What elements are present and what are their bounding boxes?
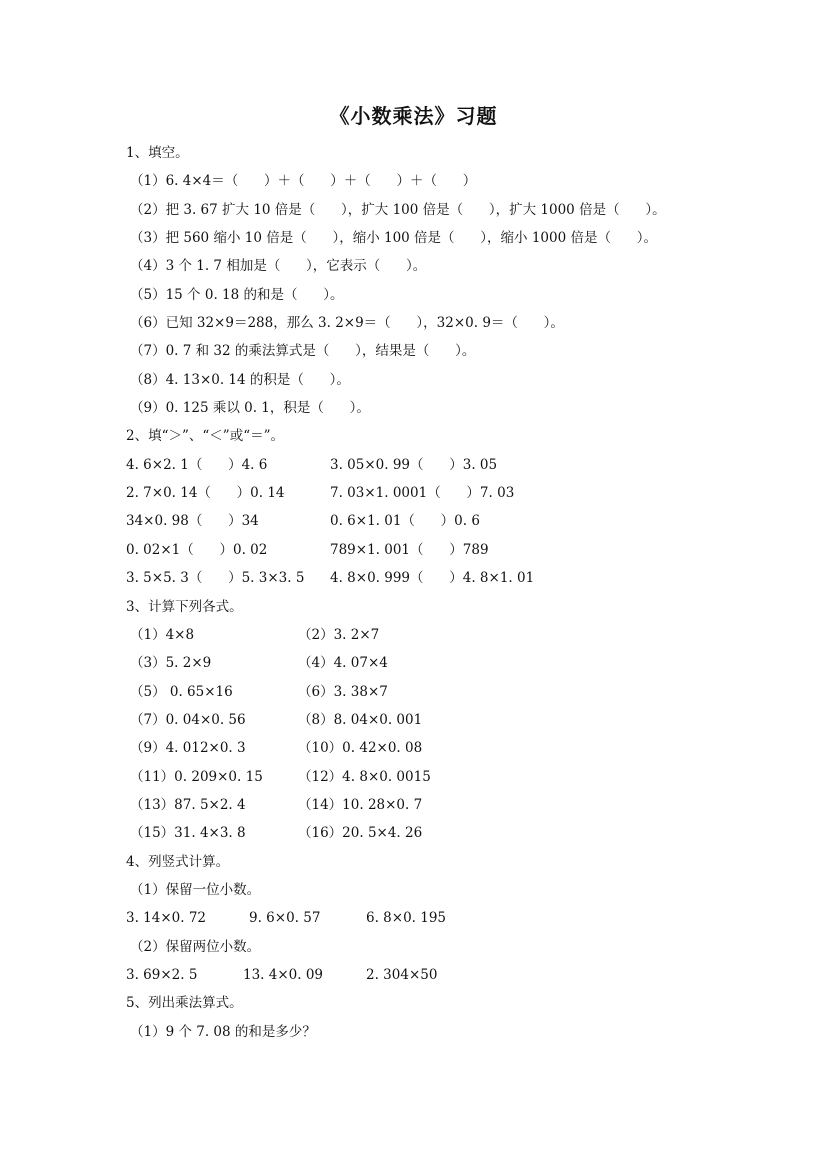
page-title: 《小数乘法》习题 (329, 104, 498, 128)
calc-item: （8）8. 04×0. 001 (298, 712, 423, 728)
sub-heading: （1）保留一位小数。 (130, 882, 261, 898)
compare-item: 0. 02×1（ ）0. 02 (126, 542, 268, 558)
vertical-calc-item: 3. 69×2. 5 (126, 967, 198, 983)
fill-blank-item: （8）4. 13×0. 14 的积是（ ）。 (130, 372, 350, 388)
calc-item: （5） 0. 65×16 (130, 684, 233, 700)
calc-item: （6）3. 38×7 (298, 684, 388, 700)
vertical-calc-item: 2. 304×50 (366, 967, 438, 983)
vertical-calc-item: 6. 8×0. 195 (366, 910, 447, 926)
calc-item: （14）10. 28×0. 7 (298, 797, 423, 813)
section-2-heading: 2、填“＞”、“＜”或“＝”。 (126, 428, 284, 444)
fill-blank-item: （7）0. 7 和 32 的乘法算式是（ ），结果是（ ）。 (130, 343, 476, 359)
calc-item: （1）4×8 (130, 627, 195, 643)
word-problem-item: （1）9 个 7. 08 的和是多少？ (130, 1024, 316, 1040)
section-4-heading: 4、列竖式计算。 (126, 854, 230, 870)
section-3-heading: 3、计算下列各式。 (126, 599, 243, 615)
compare-item: 3. 5×5. 3（ ）5. 3×3. 5 (126, 570, 305, 586)
calc-item: （3）5. 2×9 (130, 655, 212, 671)
calc-item: （10）0. 42×0. 08 (298, 740, 423, 756)
fill-blank-item: （1）6. 4×4＝（ ）＋（ ）＋（ ）＋（ ） (130, 173, 477, 189)
compare-item: 4. 6×2. 1（ ）4. 6 (126, 457, 268, 473)
sub-heading: （2）保留两位小数。 (130, 939, 261, 955)
fill-blank-item: （6）已知 32×9＝288，那么 3. 2×9＝（ ），32×0. 9＝（ ）。 (130, 315, 564, 331)
compare-item: 4. 8×0. 999（ ）4. 8×1. 01 (330, 570, 535, 586)
calc-item: （9）4. 012×0. 3 (130, 740, 246, 756)
vertical-calc-item: 9. 6×0. 57 (249, 910, 321, 926)
fill-blank-item: （9）0. 125 乘以 0. 1，积是（ ）。 (130, 400, 370, 416)
compare-item: 789×1. 001（ ）789 (330, 542, 489, 558)
vertical-calc-item: 13. 4×0. 09 (243, 967, 324, 983)
compare-item: 7. 03×1. 0001（ ）7. 03 (330, 485, 515, 501)
calc-item: （7）0. 04×0. 56 (130, 712, 246, 728)
calc-item: （12）4. 8×0. 0015 (298, 769, 431, 785)
fill-blank-item: （4）3 个 1. 7 相加是（ ），它表示（ ）。 (130, 258, 427, 274)
fill-blank-item: （2）把 3. 67 扩大 10 倍是（ ），扩大 100 倍是（ ），扩大 1000 倍是（ ）。 (130, 202, 666, 218)
compare-item: 34×0. 98（ ）34 (126, 513, 259, 529)
calc-item: （4）4. 07×4 (298, 655, 388, 671)
section-1-heading: 1、填空。 (126, 145, 189, 161)
calc-item: （11）0. 209×0. 15 (130, 769, 263, 785)
calc-item: （15）31. 4×3. 8 (130, 825, 246, 841)
fill-blank-item: （5）15 个 0. 18 的和是（ ）。 (130, 287, 344, 303)
vertical-calc-item: 3. 14×0. 72 (126, 910, 207, 926)
section-5-heading: 5、列出乘法算式。 (126, 995, 243, 1011)
compare-item: 3. 05×0. 99（ ）3. 05 (330, 457, 498, 473)
compare-item: 2. 7×0. 14（ ）0. 14 (126, 485, 285, 501)
fill-blank-item: （3）把 560 缩小 10 倍是（ ），缩小 100 倍是（ ），缩小 1000 倍是（ ）。 (130, 230, 657, 246)
compare-item: 0. 6×1. 01（ ）0. 6 (330, 513, 480, 529)
calc-item: （13）87. 5×2. 4 (130, 797, 246, 813)
calc-item: （16）20. 5×4. 26 (298, 825, 423, 841)
calc-item: （2）3. 2×7 (298, 627, 380, 643)
